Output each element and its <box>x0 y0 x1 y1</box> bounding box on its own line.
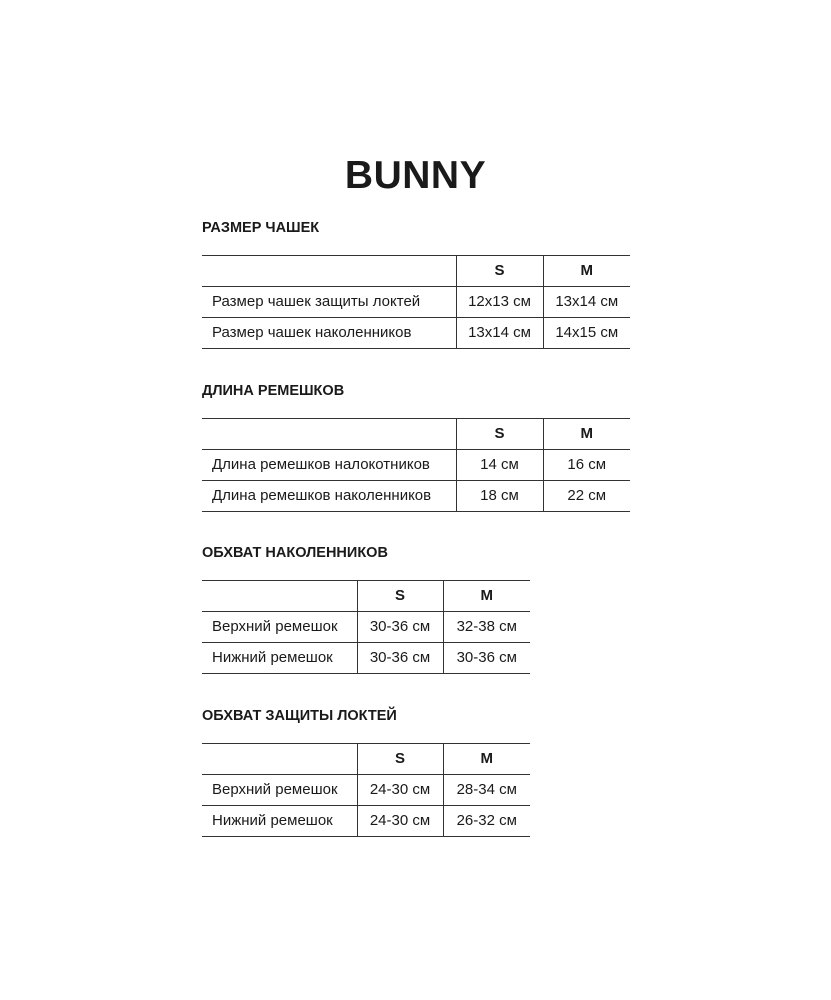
section-heading: ОБХВАТ НАКОЛЕННИКОВ <box>202 545 388 561</box>
section-cup-size <box>202 218 630 349</box>
row-label: Нижний ремешок <box>212 649 333 666</box>
empty-header-cell <box>202 581 357 612</box>
size-table <box>202 580 530 674</box>
cell-value: 32-38 см <box>443 612 530 643</box>
column-header: S <box>357 744 443 775</box>
cell-value: 16 см <box>543 450 630 481</box>
row-label: Размер чашек защиты локтей <box>212 293 421 310</box>
cell-value: 30-36 см <box>357 643 443 674</box>
cell-value: 13x14 см <box>456 318 543 349</box>
section-heading: ДЛИНА РЕМЕШКОВ <box>202 383 345 399</box>
table-header-row <box>202 256 630 287</box>
table-header-row <box>202 744 530 775</box>
table-row <box>202 450 630 481</box>
empty-header-cell <box>202 419 456 450</box>
section-knee-girth <box>202 543 530 674</box>
page-title: BUNNY <box>344 154 487 197</box>
column-header: S <box>456 419 543 450</box>
table-row <box>202 287 630 318</box>
table-row <box>202 643 530 674</box>
cell-value: 22 см <box>543 481 630 512</box>
section-heading: ОБХВАТ ЗАЩИТЫ ЛОКТЕЙ <box>202 708 397 724</box>
cell-value: 24-30 см <box>357 775 443 806</box>
cell-value: 30-36 см <box>443 643 530 674</box>
table-row <box>202 775 530 806</box>
section-strap-length <box>202 381 630 512</box>
column-header: M <box>543 256 630 287</box>
cell-value: 13x14 см <box>543 287 630 318</box>
cell-value: 26-32 см <box>443 806 530 837</box>
cell-value: 28-34 см <box>443 775 530 806</box>
empty-header-cell <box>202 256 456 287</box>
column-header: M <box>543 419 630 450</box>
table-row <box>202 806 530 837</box>
table-header-row <box>202 419 630 450</box>
cell-value: 30-36 см <box>357 612 443 643</box>
table-row <box>202 318 630 349</box>
table-header-row <box>202 581 530 612</box>
section-elbow-girth <box>202 706 530 837</box>
cell-value: 12x13 см <box>456 287 543 318</box>
table-row <box>202 481 630 512</box>
row-label: Нижний ремешок <box>212 812 333 829</box>
size-table <box>202 418 630 512</box>
section-heading: РАЗМЕР ЧАШЕК <box>202 220 320 236</box>
row-label: Верхний ремешок <box>212 781 338 798</box>
empty-header-cell <box>202 744 357 775</box>
column-header: S <box>456 256 543 287</box>
cell-value: 24-30 см <box>357 806 443 837</box>
table-row <box>202 612 530 643</box>
cell-value: 14x15 см <box>543 318 630 349</box>
row-label: Верхний ремешок <box>212 618 338 635</box>
row-label: Длина ремешков налокотников <box>212 456 430 473</box>
column-header: S <box>357 581 443 612</box>
column-header: M <box>443 744 530 775</box>
column-header: M <box>443 581 530 612</box>
size-table <box>202 743 530 837</box>
cell-value: 18 см <box>456 481 543 512</box>
size-table <box>202 255 630 349</box>
cell-value: 14 см <box>456 450 543 481</box>
row-label: Длина ремешков наколенников <box>212 487 432 504</box>
row-label: Размер чашек наколенников <box>212 324 412 341</box>
